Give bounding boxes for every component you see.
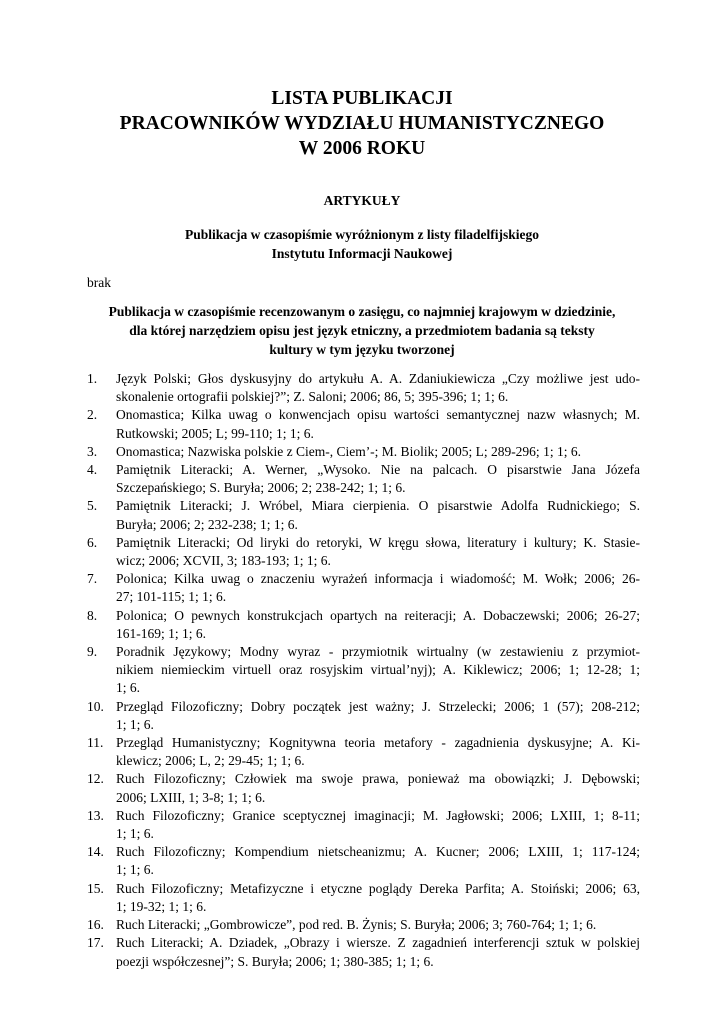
publication-number: 5.: [87, 498, 98, 514]
page-title: [0, 86, 724, 161]
publication-text-line: 1; 19-32; 1; 1; 6.: [116, 898, 207, 914]
publication-text-line: 1; 1; 6.: [116, 826, 154, 842]
publication-number: 10.: [87, 698, 104, 714]
subheading-2-line-3: kultury w tym języku tworzonej: [269, 342, 455, 357]
publication-number: 16.: [87, 917, 104, 933]
title-line-1: LISTA PUBLIKACJI: [271, 88, 453, 109]
publication-number: 8.: [87, 607, 98, 623]
subheading-2-line-2: dla której narzędziem opisu jest język etniczny, a przedmiotem badania są teksty: [129, 323, 595, 338]
publication-number: 3.: [87, 443, 98, 459]
publication-text-line: Przegląd Filozoficzny; Dobry początek jest ważny; J. Strzelecki; 2006; 1 (57); 208-212;: [116, 698, 640, 714]
publication-text-line: 161-169; 1; 1; 6.: [116, 625, 206, 641]
publication-item: [87, 461, 640, 497]
publication-number: 12.: [87, 771, 104, 787]
publication-number: 13.: [87, 807, 104, 823]
title-line-2: PRACOWNIKÓW WYDZIAŁU HUMANISTYCZNEGO: [119, 113, 605, 134]
subheading-1-line-1: Publikacja w czasopiśmie wyróżnionym z listy filadelfijskiego: [185, 227, 539, 242]
subheading-national-reviewed: [60, 302, 664, 359]
publication-item: [87, 443, 640, 461]
publication-number: 1.: [87, 371, 98, 386]
publication-item: [87, 607, 640, 643]
publication-text-line: Ruch Literacki; „Gombrowicze”, pod red. B. Żynis; S. Buryła; 2006; 3; 760-764; 1; 1; 6.: [116, 917, 597, 933]
publication-item: [87, 770, 640, 806]
publication-text-line: 27; 101-115; 1; 1; 6.: [116, 589, 227, 605]
publication-text-line: Polonica; Kilka uwag o znaczeniu wyrażeń informacja i wiadomość; M. Wołk; 2006; 26-: [116, 571, 640, 587]
publication-item: [87, 406, 640, 442]
publication-number: 11.: [87, 735, 104, 751]
publication-item: [87, 880, 640, 916]
subheading-2-line-1: Publikacja w czasopiśmie recenzowanym o zasięgu, co najmniej krajowym w dziedzinie,: [108, 304, 616, 319]
publication-text-line: Buryła; 2006; 2; 232-238; 1; 1; 6.: [116, 516, 298, 532]
publication-number: 7.: [87, 571, 98, 587]
title-line-3: W 2006 ROKU: [298, 138, 426, 159]
publication-number: 9.: [87, 644, 98, 660]
subsection-1-content: brak: [87, 275, 111, 290]
publication-item: [87, 916, 640, 934]
publication-text-line: skonalenie ortografii polskiej?”; Z. Saloni; 2006; 86, 5; 395-396; 1; 1; 6.: [116, 389, 509, 405]
publication-number: 6.: [87, 534, 98, 550]
publication-number: 2.: [87, 407, 98, 423]
publication-text-line: Onomastica; Kilka uwag o konwencjach opisu wartości semantycznej nazw własnych; M.: [116, 407, 640, 423]
publication-number: 14.: [87, 844, 104, 860]
publication-text-line: Przegląd Humanistyczny; Kognitywna teoria metafory - zagadnienia dyskusyjne; A. Ki-: [116, 735, 640, 751]
publication-item: [87, 807, 640, 843]
publication-text-line: klewicz; 2006; L, 2; 29-45; 1; 1; 6.: [116, 753, 305, 769]
publication-text-line: nikiem niemieckim virtuell oraz rosyjskim virtual’nyj); A. Kiklewicz; 2006; 1; 12-28; 1;: [116, 662, 640, 678]
publication-text-line: Pamiętnik Literacki; Od liryki do retoryki, W kręgu słowa, literatury i kultury; K. Stasie-: [116, 534, 640, 550]
publication-item: [87, 534, 640, 570]
publication-text-line: wicz; 2006; XCVII, 3; 183-193; 1; 1; 6.: [116, 553, 331, 569]
publication-item: [87, 734, 640, 770]
subheading-philadelphia-list: [60, 225, 664, 263]
publication-text-line: Ruch Filozoficzny; Metafizyczne i etyczne poglądy Dereka Parfita; A. Stoiński; 2006; 63,: [116, 880, 640, 896]
publication-text-line: Polonica; O pewnych konstrukcjach opartych na reiteracji; A. Dobaczewski; 2006; 26-27;: [116, 607, 640, 623]
publication-number: 15.: [87, 880, 104, 896]
publication-text-line: 1; 1; 6.: [116, 862, 154, 878]
publication-text-line: poezji współczesnej”; S. Buryła; 2006; 1; 380-385; 1; 1; 6.: [116, 953, 434, 969]
section-heading-articles: ARTYKUŁY: [323, 193, 401, 208]
publication-text-line: 1; 1; 6.: [116, 716, 154, 732]
publication-item: [87, 643, 640, 698]
publication-text-line: Rutkowski; 2005; L; 99-110; 1; 1; 6.: [116, 425, 314, 441]
publication-item: [87, 570, 640, 606]
publication-text-line: 1; 6.: [116, 680, 141, 696]
publication-item: [87, 370, 640, 406]
publication-text-line: Poradnik Językowy; Modny wyraz - przymiotnik wirtualny (w zestawieniu z przymiot-: [116, 644, 640, 660]
publication-text-line: Pamiętnik Literacki; A. Werner, „Wysoko. Nie na palcach. O pisarstwie Jana Józefa: [116, 462, 640, 478]
publication-text-line: Pamiętnik Literacki; J. Wróbel, Miara cierpienia. O pisarstwie Adolfa Rudnickiego; S.: [116, 498, 640, 514]
publication-list: [87, 370, 640, 971]
publication-text-line: Ruch Filozoficzny; Człowiek ma swoje prawa, ponieważ ma obowiązki; J. Dębowski;: [116, 771, 640, 787]
publication-item: [87, 843, 640, 879]
publication-item: [87, 934, 640, 970]
publication-text-line: Ruch Filozoficzny; Granice sceptycznej imaginacji; M. Jagłowski; 2006; LXIII, 1; 8-11;: [116, 807, 640, 823]
publication-text-line: Ruch Literacki; A. Dziadek, „Obrazy i wiersze. Z zagadnień interferencji sztuk w polskiej: [116, 935, 640, 951]
subheading-1-line-2: Instytutu Informacji Naukowej: [271, 246, 453, 261]
publication-text-line: 2006; LXIII, 1; 3-8; 1; 1; 6.: [116, 789, 266, 805]
publication-number: 4.: [87, 462, 98, 478]
publication-item: [87, 698, 640, 734]
publication-text-line: Onomastica; Nazwiska polskie z Ciem-, Ciem’-; M. Biolik; 2005; L; 289-296; 1; 1; 6.: [116, 443, 581, 459]
publication-number: 17.: [87, 935, 104, 951]
publication-text-line: Ruch Filozoficzny; Kompendium nietscheanizmu; A. Kucner; 2006; LXIII, 1; 117-124;: [116, 844, 640, 860]
publication-item: [87, 497, 640, 533]
publication-text-line: Szczepańskiego; S. Buryła; 2006; 2; 238-242; 1; 1; 6.: [116, 480, 406, 496]
publication-text-line: Język Polski; Głos dyskusyjny do artykułu A. A. Zdaniukiewicza „Czy możliwe jest udo-: [116, 371, 640, 386]
